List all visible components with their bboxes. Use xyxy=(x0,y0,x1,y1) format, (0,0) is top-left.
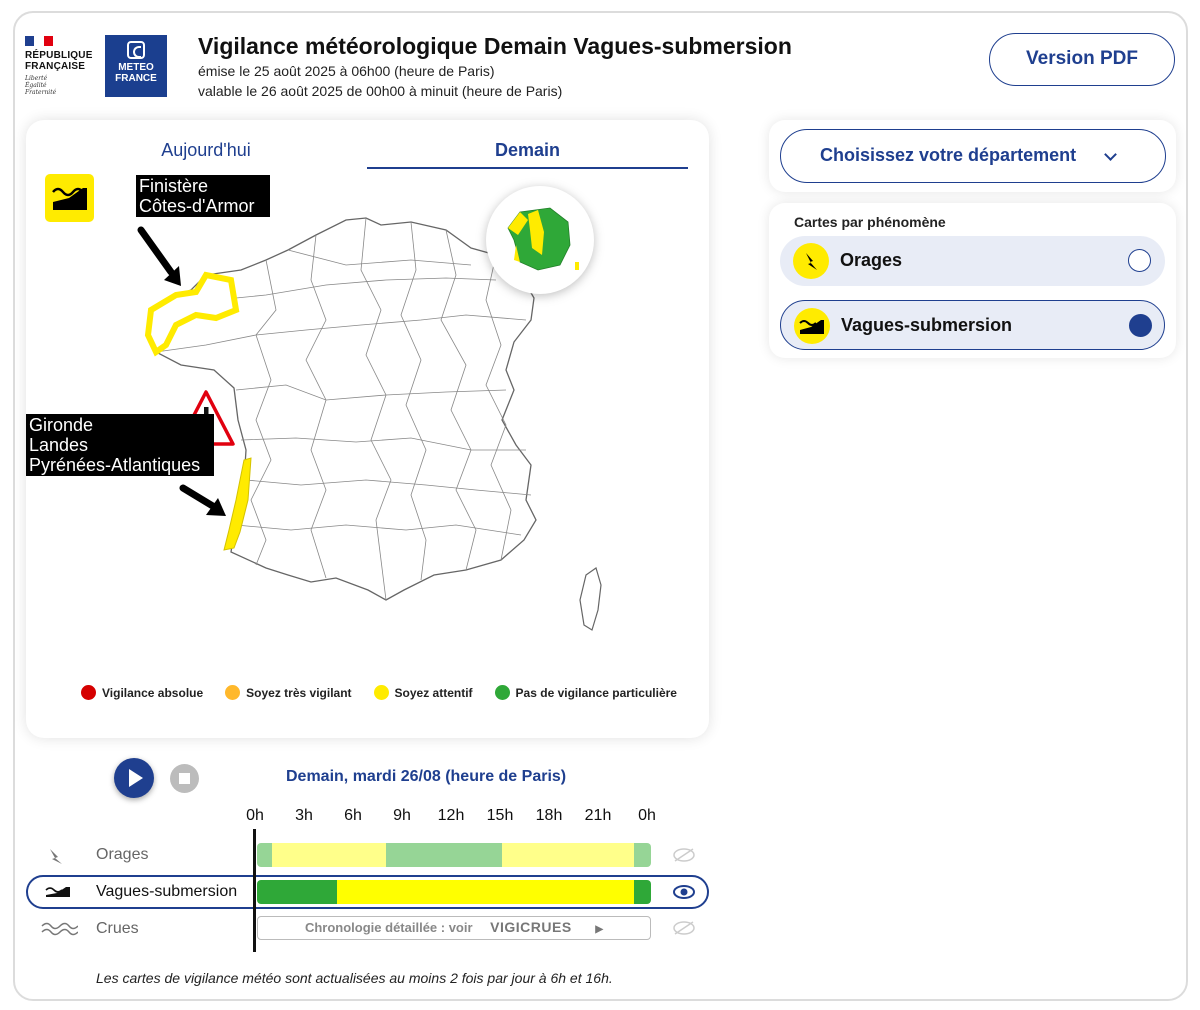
legend-item-absolute xyxy=(81,685,203,700)
orages-timeline-bar xyxy=(257,843,651,867)
row-label-vagues: Vagues-submersion xyxy=(96,883,238,900)
vigilance-map-card xyxy=(26,120,709,738)
page-title: Vigilance météorologique Demain Vagues-submersion xyxy=(198,33,792,59)
label-pyrenees-atlantiques: Pyrénées-Atlantiques xyxy=(29,455,201,475)
corsica-shape xyxy=(580,568,601,630)
red-dot-icon xyxy=(81,685,96,700)
rf-motto-line1: Liberté xyxy=(25,75,48,82)
meteo-france-logo xyxy=(105,35,167,97)
department-selector-card xyxy=(769,120,1176,192)
rf-motto-line3: Fraternité xyxy=(25,89,57,96)
department-select-button[interactable] xyxy=(780,129,1166,183)
arrow-south-icon xyxy=(183,488,226,516)
timeline-date: Demain, mardi 26/08 (heure de Paris) xyxy=(286,768,567,785)
mf-text-line1: METEO xyxy=(118,62,154,73)
vigilance-legend xyxy=(81,685,699,700)
bar-segment xyxy=(337,880,634,904)
bar-segment xyxy=(257,843,272,867)
france-minimap xyxy=(486,186,594,294)
bar-segment xyxy=(386,843,502,867)
radio-vagues[interactable] xyxy=(1129,314,1152,337)
vagues-timeline-bar xyxy=(257,880,651,904)
hour-label: 15h xyxy=(486,807,514,824)
rf-motto-line2: Égalité xyxy=(25,82,47,89)
south-zone-label xyxy=(26,414,214,476)
bar-segment xyxy=(272,843,386,867)
chevron-down-icon xyxy=(1104,148,1117,161)
hour-label: 0h xyxy=(246,807,264,824)
french-flag-icon xyxy=(25,36,53,46)
phenomenon-item-orages[interactable] xyxy=(780,236,1165,286)
legend-label: Pas de vigilance particulière xyxy=(515,685,677,700)
green-dot-icon xyxy=(495,685,510,700)
orange-dot-icon xyxy=(225,685,240,700)
legend-item-attentive xyxy=(374,685,473,700)
play-small-icon: ▶ xyxy=(595,924,604,935)
footnote: Les cartes de vigilance météo sont actualisées au moins 2 fois par jour à 6h et 16h. xyxy=(96,970,613,986)
legend-label: Soyez très vigilant xyxy=(246,685,352,700)
row-label-crues: Crues xyxy=(96,920,139,937)
legend-label: Soyez attentif xyxy=(394,685,473,700)
meteo-france-emblem-icon xyxy=(127,41,145,59)
phenomenon-cards xyxy=(769,203,1176,358)
play-button[interactable] xyxy=(114,758,154,798)
wave-icon xyxy=(40,883,78,901)
label-landes: Landes xyxy=(29,435,89,455)
vigicrues-link[interactable] xyxy=(257,916,651,940)
phenomenon-item-vagues[interactable] xyxy=(780,300,1165,350)
bar-segment xyxy=(634,880,651,904)
hour-label: 12h xyxy=(437,807,465,824)
radio-orages[interactable] xyxy=(1128,249,1151,272)
pdf-version-button[interactable]: Version PDF xyxy=(989,33,1175,86)
validity-date: valable le 26 août 2025 de 00h00 à minuit (heure de Paris) xyxy=(198,83,563,99)
river-icon xyxy=(40,920,78,938)
republique-francaise-logo xyxy=(25,36,99,98)
hour-label: 21h xyxy=(584,807,612,824)
eye-hidden-icon[interactable] xyxy=(673,848,695,862)
bar-segment xyxy=(634,843,651,867)
timeline-cursor[interactable] xyxy=(253,829,256,952)
rf-name-line2: FRANÇAISE xyxy=(25,61,86,72)
crues-text: Chronologie détaillée : voir xyxy=(304,920,473,935)
label-cotes-darmor: Côtes-d'Armor xyxy=(139,196,255,216)
wave-icon xyxy=(794,308,830,344)
legend-item-very-vigilant xyxy=(225,685,351,700)
phenomenon-label: Orages xyxy=(840,250,903,270)
lightning-icon xyxy=(793,243,829,279)
legend-label: Vigilance absolue xyxy=(102,685,204,700)
tab-tomorrow[interactable]: Demain xyxy=(367,140,688,169)
hour-label: 18h xyxy=(535,807,563,824)
yellow-dot-icon xyxy=(374,685,389,700)
wave-submersion-icon xyxy=(45,174,94,222)
phenomenon-title: Cartes par phénomène xyxy=(794,214,946,230)
arrow-north-icon xyxy=(141,230,181,286)
north-zone-label xyxy=(136,175,270,217)
bar-segment xyxy=(502,843,634,867)
tab-today[interactable]: Aujourd'hui xyxy=(161,140,251,160)
hour-label: 0h xyxy=(638,807,656,824)
rf-name-line1: RÉPUBLIQUE xyxy=(25,50,93,61)
row-label-orages: Orages xyxy=(96,846,149,863)
lightning-icon xyxy=(40,846,78,864)
stop-button[interactable] xyxy=(170,764,199,793)
phenomenon-label: Vagues-submersion xyxy=(841,315,1013,335)
hour-label: 3h xyxy=(295,807,313,824)
hour-label: 9h xyxy=(393,807,411,824)
issued-date: émise le 25 août 2025 à 06h00 (heure de Paris) xyxy=(198,63,495,79)
eye-hidden-icon[interactable] xyxy=(673,921,695,935)
label-gironde: Gironde xyxy=(29,415,94,435)
eye-icon[interactable] xyxy=(673,885,695,899)
legend-item-no-vigilance xyxy=(495,685,677,700)
vigicrues-logo: VIGICRUES xyxy=(490,919,572,935)
label-finistere: Finistère xyxy=(139,176,209,196)
department-select-label: Choisissez votre département xyxy=(820,145,1077,165)
bar-segment xyxy=(257,880,337,904)
mf-text-line2: FRANCE xyxy=(115,73,157,84)
hour-label: 6h xyxy=(344,807,362,824)
